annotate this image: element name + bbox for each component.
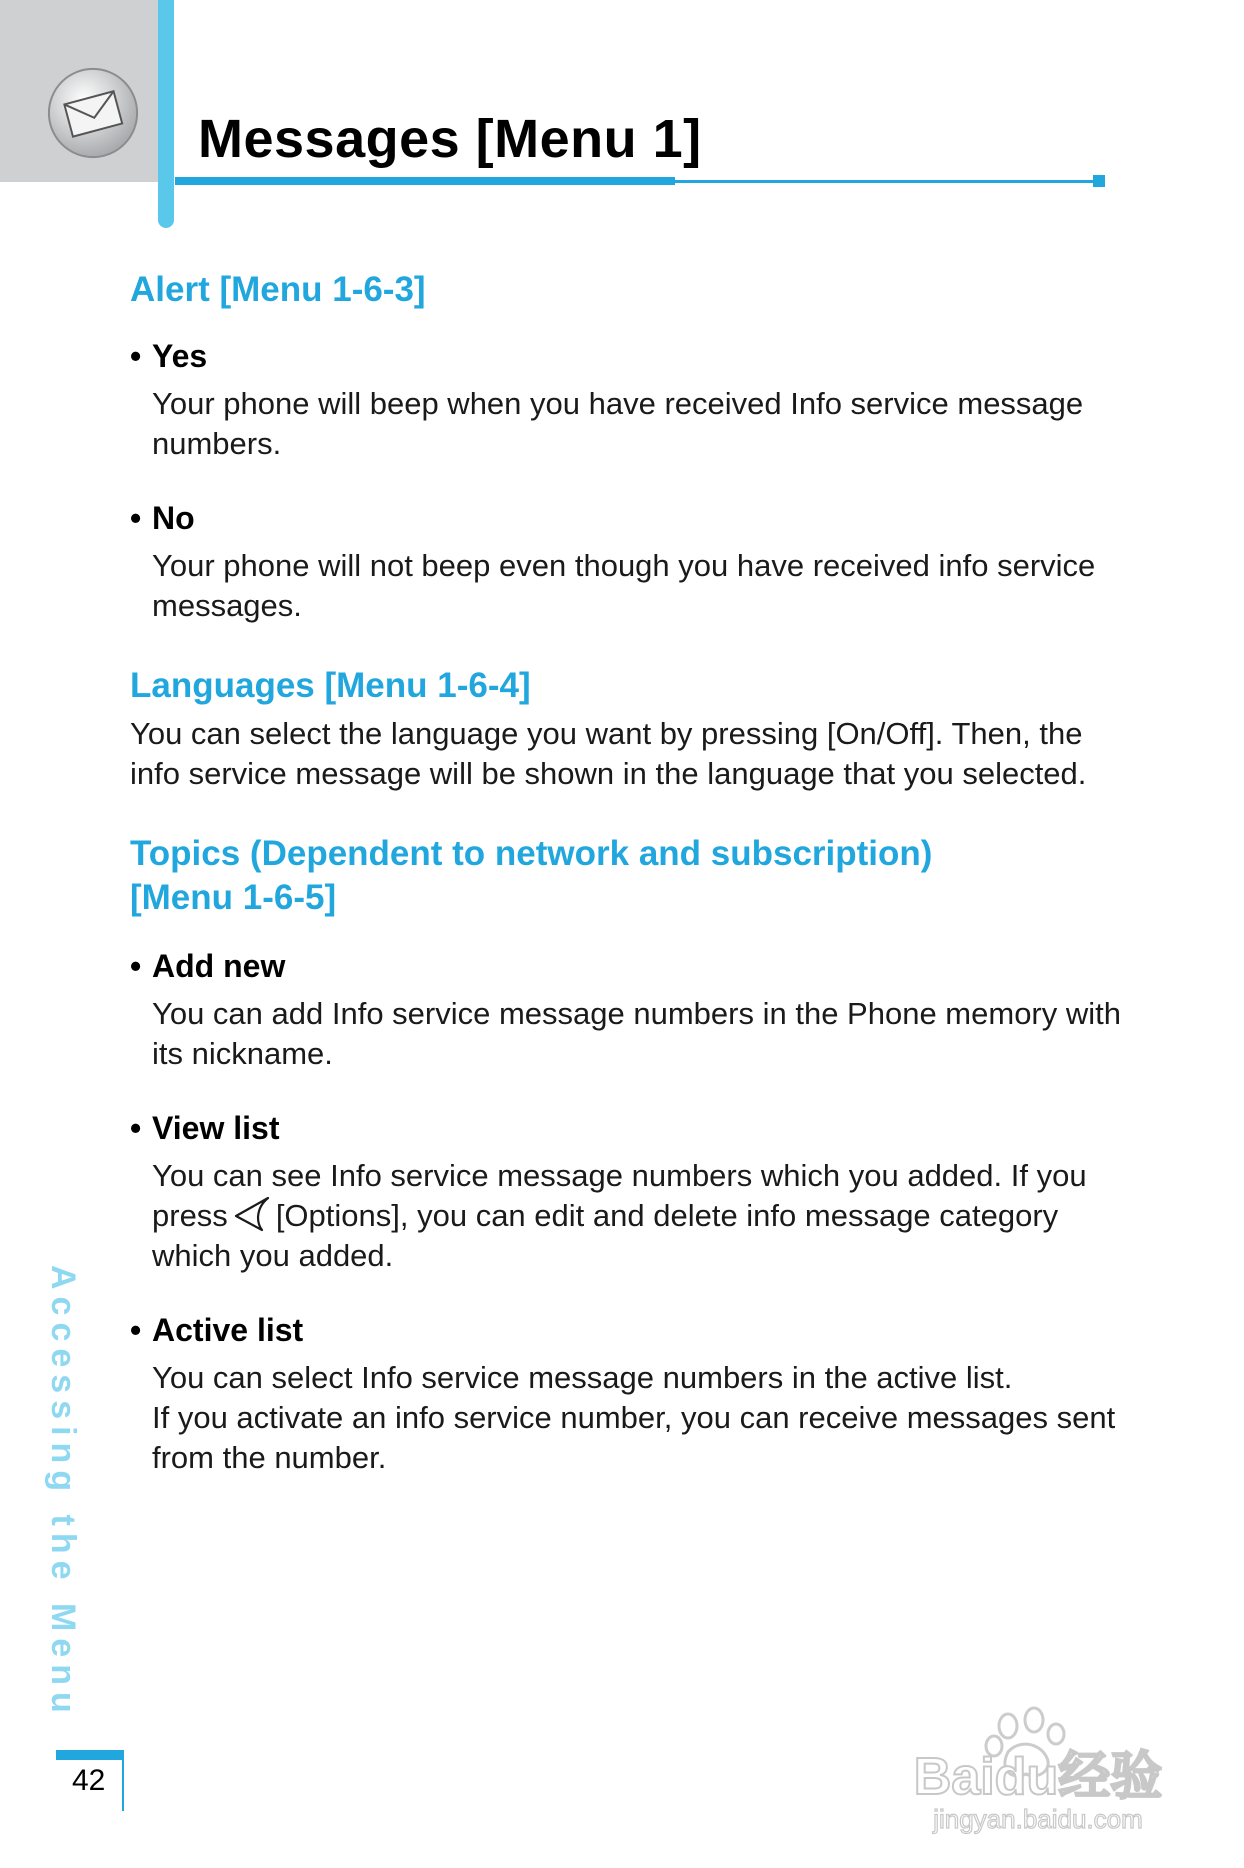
side-section-label-text: Accessing the Menu <box>44 1265 82 1720</box>
bullet-text-line2: If you activate an info service number, you can receive messages sent from the number. <box>152 1400 1116 1475</box>
page-number-bar <box>56 1750 124 1760</box>
title-underline-extension <box>675 180 1095 183</box>
bullet-dot: • <box>130 1312 142 1348</box>
header-vertical-bar <box>158 0 174 228</box>
bullet-text-line1: You can select Info service message numbers in the active list. <box>152 1360 1013 1395</box>
bullet-no <box>130 498 1130 626</box>
view-list-text-before: You can see Info service message numbers which you added. If you press <box>152 1158 1087 1233</box>
watermark-url: jingyan.baidu.com <box>933 1804 1143 1834</box>
bullet-active-list <box>130 1310 1130 1478</box>
section-heading-languages: Languages [Menu 1-6-4] <box>130 666 531 705</box>
bullet-title: No <box>152 500 195 536</box>
bullet-text: Your phone will beep when you have received Info service message numbers. <box>152 386 1084 461</box>
bullet-view-list <box>130 1108 1130 1276</box>
bullet-text: You can add Info service message numbers in the Phone memory with its nickname. <box>152 996 1121 1071</box>
page-content <box>130 268 1130 1478</box>
page-title: Messages [Menu 1] <box>198 109 702 169</box>
bullet-text <box>130 1156 1130 1276</box>
baidu-watermark <box>888 1690 1188 1840</box>
topics-heading-line1: Topics (Dependent to network and subscription) <box>130 834 933 873</box>
bullet-dot: • <box>130 338 142 374</box>
bullet-yes <box>130 336 1130 464</box>
bullet-dot: • <box>130 948 142 984</box>
bullet-title: Active list <box>152 1312 304 1348</box>
title-underline-end-square <box>1093 175 1105 187</box>
bullet-dot: • <box>130 1110 142 1146</box>
page-number: 42 <box>72 1764 106 1797</box>
section-heading-topics <box>130 832 1130 920</box>
title-underline <box>175 177 675 185</box>
section-heading-alert: Alert [Menu 1-6-3] <box>130 270 426 309</box>
topics-heading-line2: [Menu 1-6-5] <box>130 878 337 917</box>
view-list-text-after: [Options], you can edit and delete info message category which you added. <box>152 1198 1059 1273</box>
bullet-dot: • <box>130 500 142 536</box>
languages-text: You can select the language you want by pressing [On/Off]. Then, the info service message will be shown in the language that you selected. <box>130 716 1087 791</box>
watermark-brand: Baidu经验 <box>913 1748 1163 1806</box>
bullet-add-new <box>130 946 1130 1074</box>
bullet-text: Your phone will not beep even though you have received info service messages. <box>152 548 1096 623</box>
envelope-icon <box>44 64 142 162</box>
bullet-title: Yes <box>152 338 208 374</box>
bullet-title: View list <box>152 1110 280 1146</box>
bullet-title: Add new <box>152 948 286 984</box>
left-soft-key-icon <box>232 1196 272 1232</box>
page-number-separator <box>122 1756 124 1811</box>
